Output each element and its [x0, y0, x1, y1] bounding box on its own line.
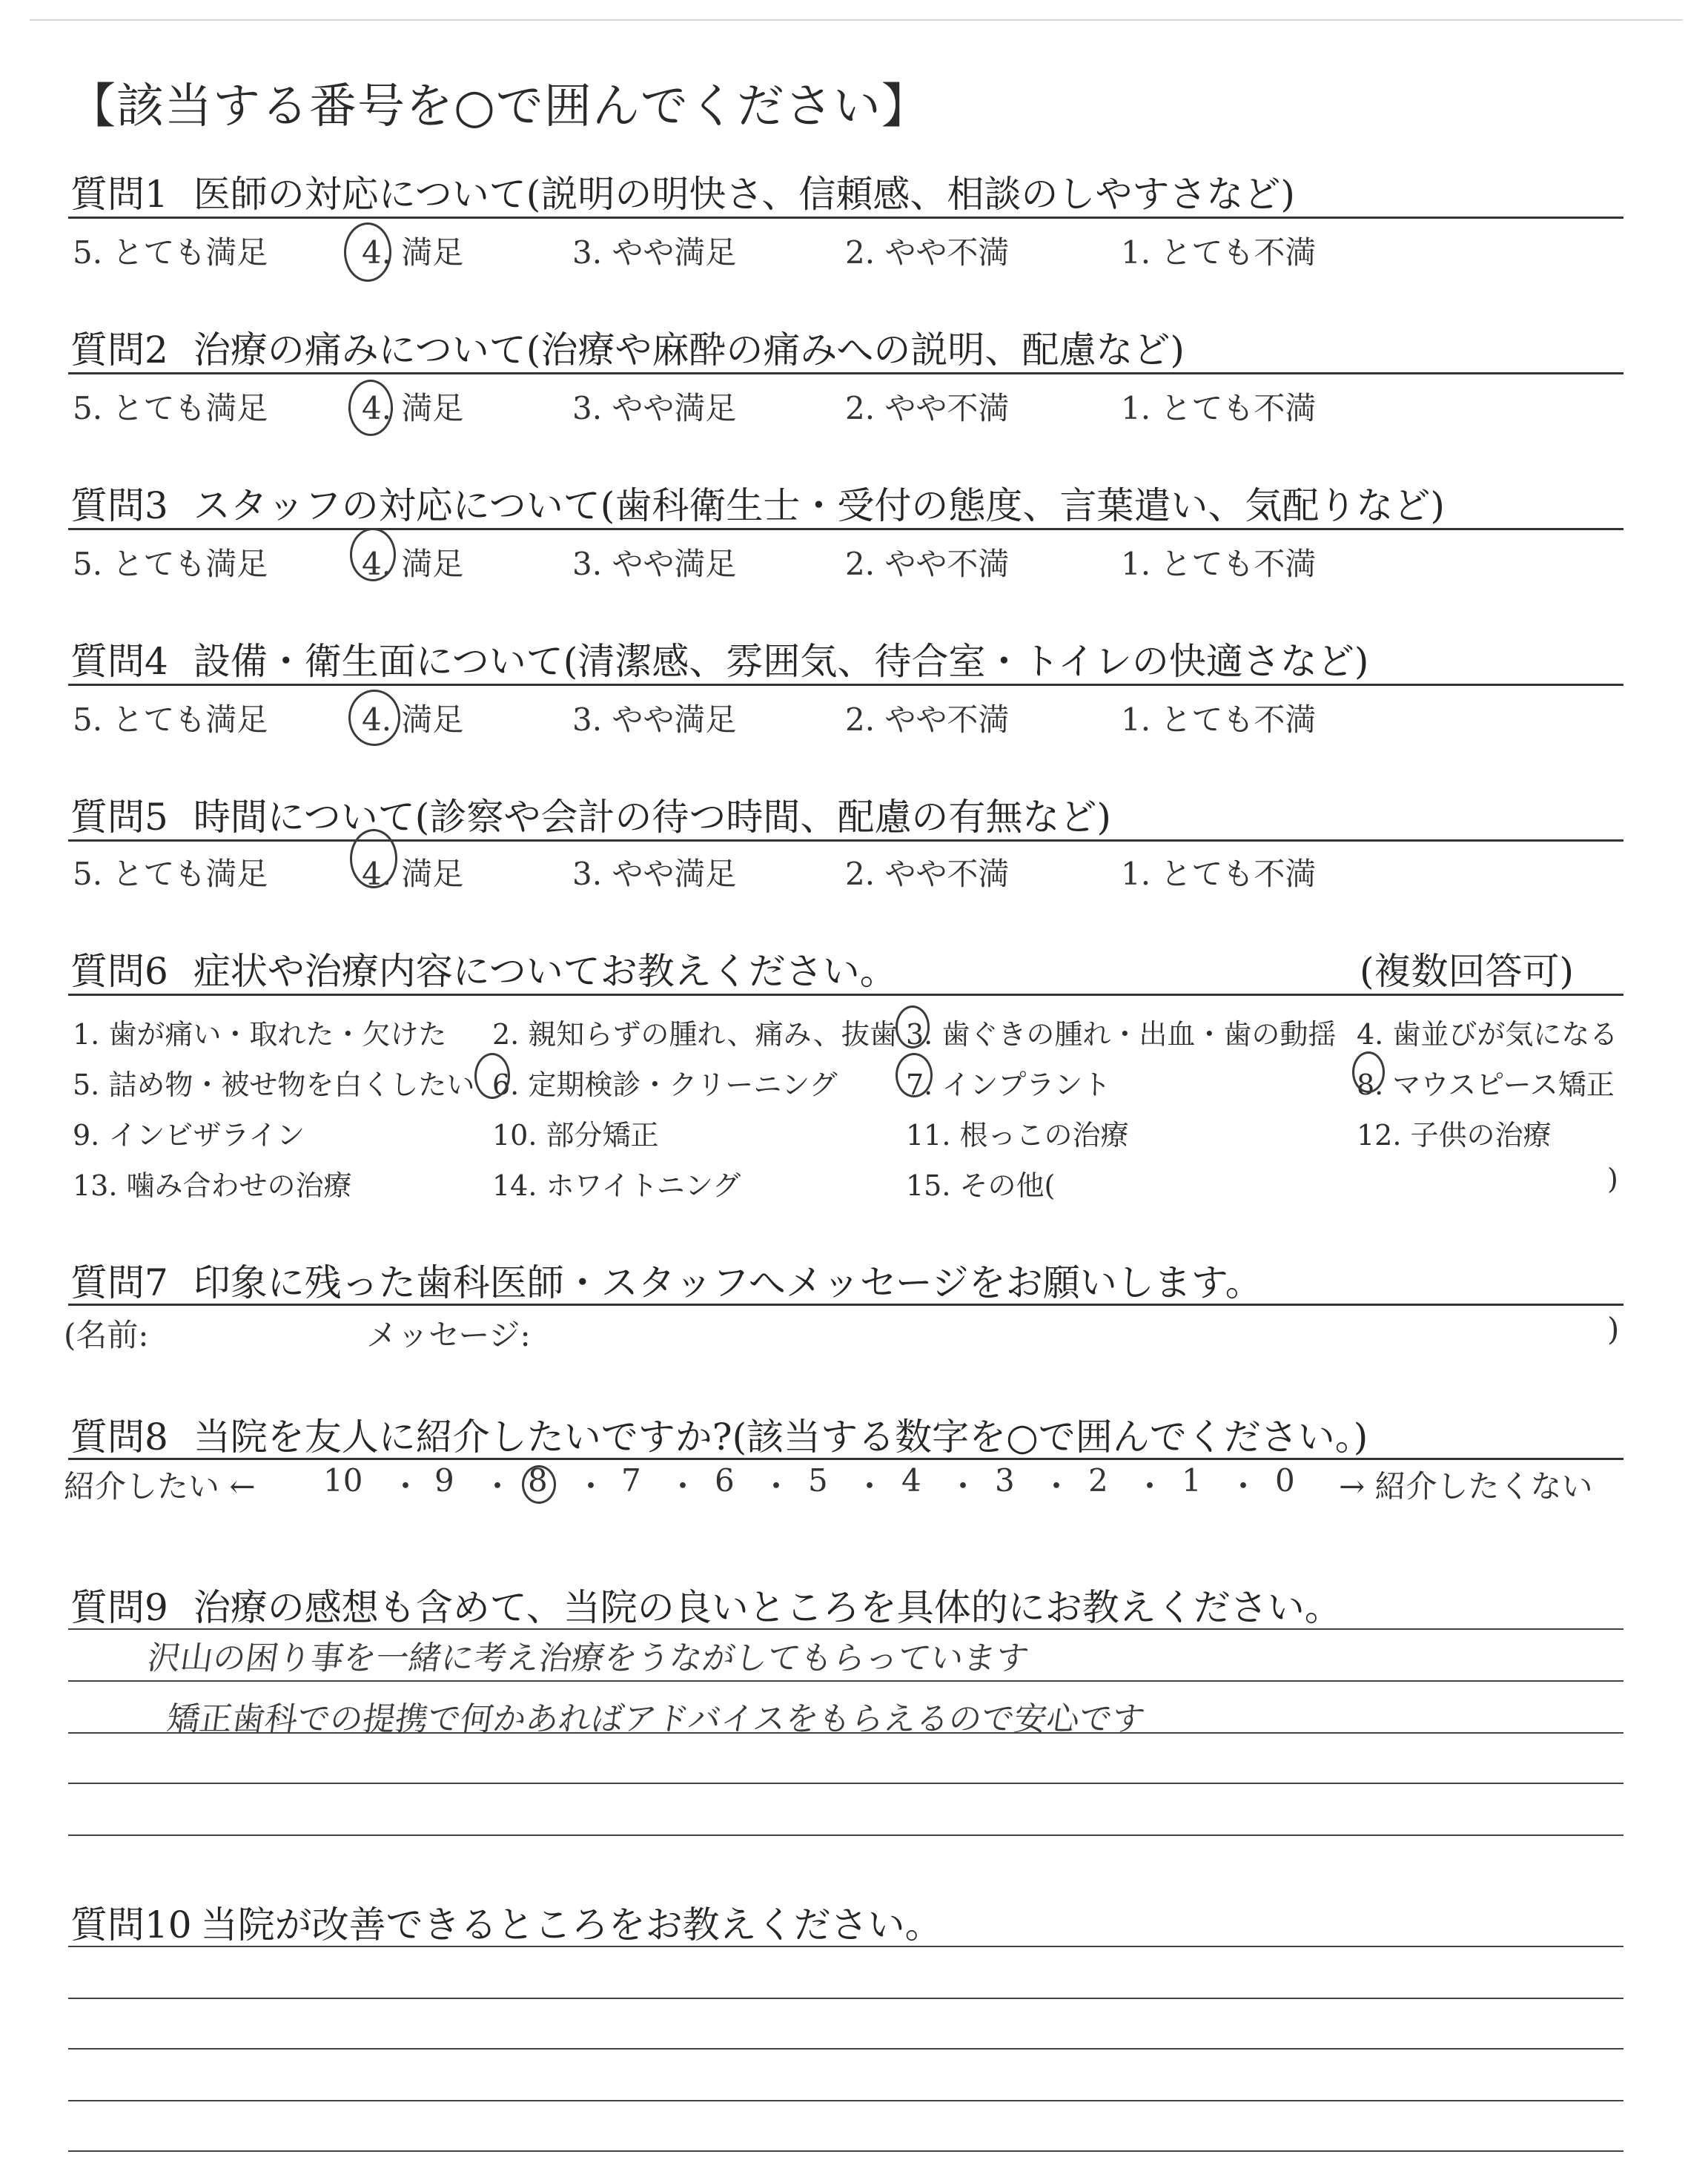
scale-separator: ・ — [575, 1468, 607, 1505]
name-label: (名前: — [64, 1317, 149, 1353]
question-underline — [68, 994, 1623, 996]
question-number: 質問10 — [70, 1903, 192, 1946]
other-close-paren: ) — [1607, 1163, 1618, 1195]
answer-line — [68, 1834, 1623, 1836]
scale-value-0[interactable]: 0 — [1275, 1462, 1295, 1499]
selection-circle — [474, 1053, 510, 1099]
question-underline — [68, 839, 1623, 842]
symptom-option-1[interactable]: 1. 歯が痛い・取れた・欠けた — [73, 1018, 447, 1051]
question-title — [70, 1578, 1342, 1631]
question-underline — [68, 372, 1623, 374]
message-close-paren: ) — [1607, 1311, 1620, 1347]
question-title — [70, 1253, 1262, 1307]
scale-value-7[interactable]: 7 — [621, 1462, 641, 1499]
scale-separator: ・ — [947, 1468, 979, 1505]
answer-line — [68, 2150, 1623, 2152]
question-number: 質問2 — [70, 328, 168, 371]
top-border — [30, 19, 1683, 21]
scale-separator: ・ — [390, 1468, 422, 1505]
scale-separator: ・ — [761, 1468, 792, 1505]
question-number: 質問5 — [70, 796, 168, 839]
selection-circle — [350, 829, 397, 888]
symptom-option-9[interactable]: 9. インビザライン — [73, 1119, 305, 1152]
rating-option-5[interactable]: 5. とても満足 — [73, 701, 268, 738]
handwritten-answer-line-2: 矯正歯科での提携で何かあればアドバイスをもらえるので安心です — [164, 1700, 1148, 1738]
answer-line — [68, 1946, 1623, 1947]
rating-option-3[interactable]: 3. やや満足 — [572, 234, 737, 271]
scale-value-6[interactable]: 6 — [715, 1462, 735, 1499]
scale-value-4[interactable]: 4 — [901, 1462, 921, 1499]
symptom-option-7[interactable]: 7. インプラント — [906, 1069, 1111, 1101]
rating-option-3[interactable]: 3. やや満足 — [572, 701, 737, 738]
symptom-option-8[interactable]: 8. マウスピース矯正 — [1357, 1069, 1615, 1101]
message-label: メッセージ: — [366, 1317, 531, 1353]
rating-option-3[interactable]: 3. やや満足 — [572, 546, 737, 582]
symptom-option-10[interactable]: 10. 部分矯正 — [492, 1119, 659, 1152]
question-number: 質問1 — [70, 173, 168, 216]
question-text: 当院が改善できるところをお教えください。 — [200, 1903, 942, 1946]
page-heading: 【該当する番号を○で囲んでください】 — [68, 79, 930, 134]
answer-line — [68, 2048, 1623, 2050]
rating-option-3[interactable]: 3. やや満足 — [572, 856, 737, 892]
rating-option-4[interactable]: 4. 満足 — [362, 234, 464, 271]
scale-value-2[interactable]: 2 — [1088, 1462, 1108, 1499]
symptom-option-3[interactable]: 3. 歯ぐきの腫れ・出血・歯の動揺 — [906, 1018, 1337, 1051]
question-text: 症状や治療内容についてお教えください。 — [193, 950, 897, 993]
question-text: スタッフの対応について(歯科衛生士・受付の態度、言葉遣い、気配りなど) — [193, 484, 1445, 527]
question-title — [70, 632, 1368, 685]
question-number: 質問4 — [70, 640, 168, 683]
answer-line — [68, 2100, 1623, 2101]
rating-option-2[interactable]: 2. やや不満 — [845, 546, 1010, 582]
question-title — [70, 1407, 1368, 1461]
rating-option-1[interactable]: 1. とても不満 — [1121, 701, 1317, 738]
rating-option-5[interactable]: 5. とても満足 — [73, 856, 268, 892]
scale-separator: ・ — [1041, 1468, 1073, 1505]
rating-option-2[interactable]: 2. やや不満 — [845, 390, 1010, 426]
selection-circle — [350, 528, 396, 581]
scale-separator: ・ — [482, 1468, 514, 1505]
scale-value-9[interactable]: 9 — [434, 1462, 454, 1499]
question-title — [70, 320, 1185, 374]
question-title — [70, 942, 897, 995]
symptom-option-6[interactable]: 6. 定期検診・クリーニング — [492, 1069, 838, 1101]
answer-line — [68, 1998, 1623, 1999]
symptom-option-15[interactable]: 15. その他( — [906, 1169, 1056, 1202]
scale-value-8[interactable]: 8 — [528, 1462, 548, 1499]
question-number: 質問3 — [70, 484, 168, 527]
question-title — [70, 1895, 942, 1949]
question-text: 治療の痛みについて(治療や麻酔の痛みへの説明、配慮など) — [193, 328, 1185, 371]
question-title — [70, 476, 1445, 529]
question-number: 質問7 — [70, 1261, 168, 1304]
rating-option-1[interactable]: 1. とても不満 — [1121, 390, 1317, 426]
rating-option-2[interactable]: 2. やや不満 — [845, 701, 1010, 738]
question-title — [70, 787, 1111, 841]
question-text: 当院を友人に紹介したいですか?(該当する数字を○で囲んでください。) — [193, 1416, 1368, 1459]
rating-option-4[interactable]: 4. 満足 — [362, 701, 464, 738]
rating-option-2[interactable]: 2. やや不満 — [845, 856, 1010, 892]
rating-option-5[interactable]: 5. とても満足 — [73, 390, 268, 426]
rating-option-2[interactable]: 2. やや不満 — [845, 234, 1010, 271]
question-text: 時間について(診察や会計の待つ時間、配慮の有無など) — [193, 796, 1111, 839]
handwritten-answer-line-1: 沢山の困り事を一緒に考え治療をうながしてもらっています — [145, 1639, 1031, 1677]
answer-line — [68, 1783, 1623, 1784]
answer-line — [68, 1680, 1623, 1682]
question-text: 治療の感想も含めて、当院の良いところを具体的にお教えください。 — [193, 1586, 1342, 1629]
question-text: 医師の対応について(説明の明快さ、信頼感、相談のしやすさなど) — [193, 173, 1295, 216]
symptom-option-4[interactable]: 4. 歯並びが気になる — [1357, 1018, 1618, 1051]
selection-circle — [348, 380, 393, 436]
question-text: 印象に残った歯科医師・スタッフへメッセージをお願いします。 — [193, 1261, 1262, 1304]
scale-left-label: 紹介したい ← — [64, 1468, 256, 1505]
selection-circle — [348, 690, 400, 746]
question-title — [70, 165, 1295, 218]
symptom-option-14[interactable]: 14. ホワイトニング — [492, 1169, 741, 1202]
rating-option-4[interactable]: 4. 満足 — [362, 856, 464, 892]
scale-value-5[interactable]: 5 — [808, 1462, 828, 1499]
scale-separator: ・ — [854, 1468, 886, 1505]
rating-option-1[interactable]: 1. とても不満 — [1121, 856, 1317, 892]
selection-circle — [896, 1005, 930, 1048]
question-number: 質問6 — [70, 950, 168, 993]
scale-separator: ・ — [667, 1468, 699, 1505]
scale-separator: ・ — [1134, 1468, 1166, 1505]
question-underline — [68, 528, 1623, 530]
rating-option-4[interactable]: 4. 満足 — [362, 390, 464, 426]
multiple-answer-note: (複数回答可) — [1360, 950, 1575, 993]
rating-option-4[interactable]: 4. 満足 — [362, 546, 464, 582]
question-number: 質問8 — [70, 1416, 168, 1459]
scale-separator: ・ — [1228, 1468, 1260, 1505]
selection-circle — [344, 222, 391, 282]
rating-option-5[interactable]: 5. とても満足 — [73, 546, 268, 582]
question-underline — [68, 1304, 1623, 1306]
symptom-option-11[interactable]: 11. 根っこの治療 — [906, 1119, 1129, 1152]
question-underline — [68, 1458, 1623, 1460]
symptom-option-2[interactable]: 2. 親知らずの腫れ、痛み、抜歯 — [492, 1018, 898, 1051]
question-underline — [68, 217, 1623, 219]
answer-line — [68, 1628, 1623, 1630]
selection-circle — [522, 1465, 556, 1504]
selection-circle — [896, 1053, 933, 1097]
scale-right-label: → 紹介したくない — [1339, 1468, 1593, 1505]
selection-circle — [1352, 1051, 1385, 1093]
rating-option-5[interactable]: 5. とても満足 — [73, 234, 268, 271]
question-number: 質問9 — [70, 1586, 168, 1629]
symptom-option-5[interactable]: 5. 詰め物・被せ物を白くしたい — [73, 1069, 475, 1101]
rating-option-1[interactable]: 1. とても不満 — [1121, 234, 1317, 271]
scale-value-1[interactable]: 1 — [1182, 1462, 1202, 1499]
scale-value-3[interactable]: 3 — [995, 1462, 1015, 1499]
scale-value-10[interactable]: 10 — [323, 1462, 363, 1499]
question-underline — [68, 684, 1623, 686]
question-text: 設備・衛生面について(清潔感、雰囲気、待合室・トイレの快適さなど) — [193, 640, 1369, 683]
symptom-option-12[interactable]: 12. 子供の治療 — [1357, 1119, 1552, 1152]
rating-option-1[interactable]: 1. とても不満 — [1121, 546, 1317, 582]
rating-option-3[interactable]: 3. やや満足 — [572, 390, 737, 426]
symptom-option-13[interactable]: 13. 噛み合わせの治療 — [73, 1169, 352, 1202]
